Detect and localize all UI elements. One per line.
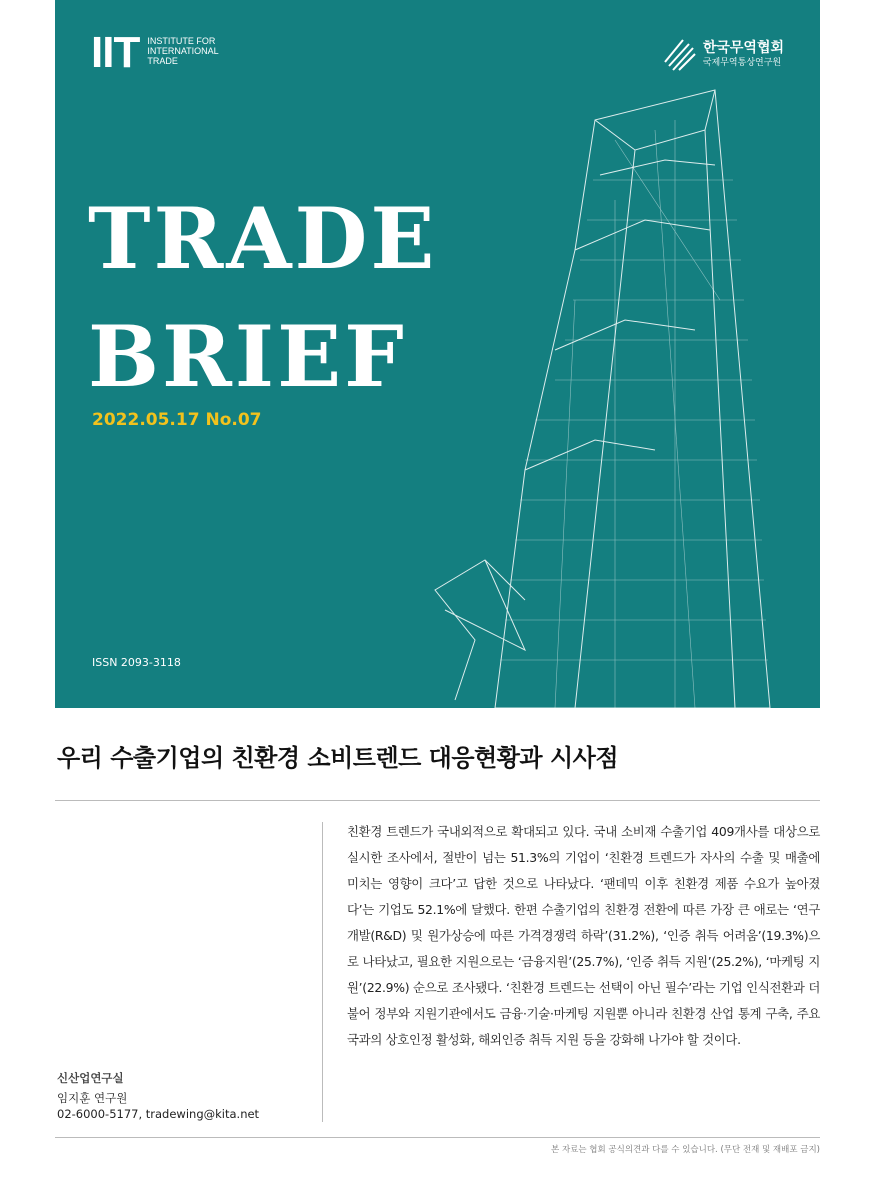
iit-word: INSTITUTE FOR [147, 36, 216, 46]
author-department: 신산업연구실 [57, 1071, 124, 1085]
title-line: TRADE [88, 189, 438, 288]
iit-word: INTERNATIONAL [147, 46, 219, 56]
issue-date-number: 2022.05.17 No.07 [92, 410, 262, 430]
headline: 우리 수출기업의 친환경 소비트렌드 대응현황과 시사점 [57, 744, 619, 772]
issn: ISSN 2093-3118 [92, 656, 181, 669]
author-contact: 02-6000-5177, tradewing@kita.net [57, 1107, 260, 1121]
iit-word: TRADE [147, 56, 178, 66]
iit-mark: IIT [91, 28, 140, 77]
kita-logo [661, 36, 784, 72]
column-divider [322, 822, 323, 1122]
disclaimer: 본 자료는 협회 공식의견과 다를 수 있습니다. (무단 전재 및 재배포 금지) [551, 1145, 820, 1155]
report-title [88, 180, 437, 416]
divider-bottom [55, 1137, 820, 1138]
title-line: BRIEF [88, 307, 407, 406]
summary-text: 친환경 트렌드가 국내외적으로 확대되고 있다. 국내 소비재 수출기업 409개사를 대상으로 실시한 조사에서, 절반이 넘는 51.3%의 기업이 ‘친환경 트렌드가 자사의 수출 및 매출에 미치는 영향이 크다’고 답한 것으로 나타났다. ‘팬데믹 이후 친환경 제품 수요가 높아졌다’는 기업도 52.1%에 달했다. 한편 수출기업의 친환경 전환에 따른 가장 큰 애로는 ‘연구개발(R&D) 및 원가상승에 따른 가격경쟁력 하락’(31.2%), ‘인증 취득 어려움’(19.3%)으로 나타났고, 필요한 지원으로는 ‘금융지원’(25.7%), ‘인증 취득 지원’(25.2%), ‘마케팅 지원’(22.9%) 순으로 조사됐다. ‘친환경 트렌드는 선택이 아닌 필수’라는 기업 인식전환과 더불어 정부와 지원기관에서도 금융·기술·마케팅 지원뿐 아니라 친환경 산업 통계 구축, 주요국과의 상호인정 활성화, 해외인증 취득 지원 등을 강화해 나가야 할 것이다. [347, 824, 820, 1047]
author-name: 임지훈 연구원 [57, 1091, 128, 1105]
iit-words [147, 36, 218, 66]
author-info [57, 1070, 259, 1122]
divider-top [55, 800, 820, 801]
kita-emblem-icon [661, 36, 697, 72]
cover-banner [55, 0, 820, 708]
kita-subname: 국제무역통상연구원 [702, 58, 782, 68]
iit-logo [91, 28, 219, 77]
kita-name: 한국무역협회 [702, 40, 784, 56]
